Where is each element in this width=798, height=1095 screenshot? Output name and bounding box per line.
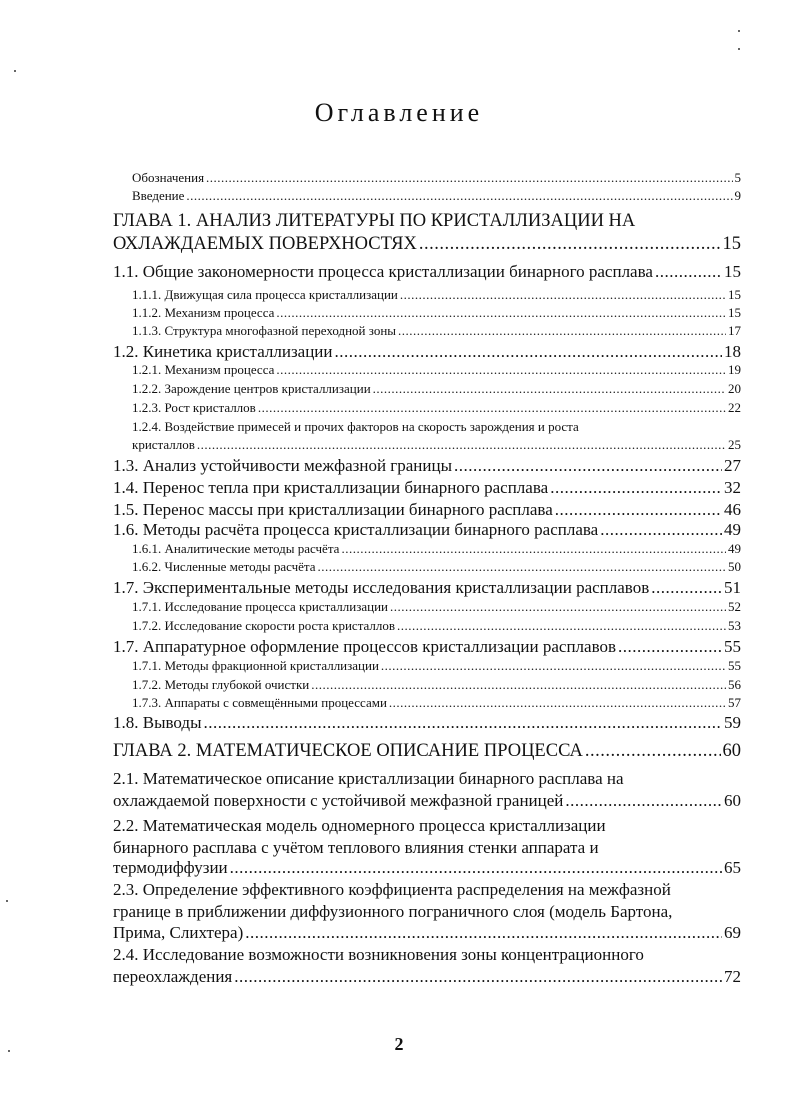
page-number: 2 <box>394 1034 404 1054</box>
entry-text: 1.2. Кинетика кристаллизации <box>113 342 333 361</box>
entry-text: 1.7.3. Аппараты с совмещёнными процессами <box>132 695 387 710</box>
entry-page: 55 <box>724 637 741 656</box>
entry-text-line: ГЛАВА 1. АНАЛИЗ ЛИТЕРАТУРЫ ПО КРИСТАЛЛИЗАЦИИ НА <box>113 211 636 231</box>
toc-entry[interactable] <box>132 693 741 713</box>
toc-entry[interactable] <box>113 713 741 733</box>
entry-text-line: границе в приближении диффузионного пограничного слоя (модель Бартона, <box>113 902 673 921</box>
entry-text: 1.5. Перенос массы при кристаллизации бинарного расплава <box>113 500 553 519</box>
toc-entry[interactable] <box>132 285 741 305</box>
dot-leader <box>390 597 726 617</box>
entry-text: 1.6.1. Аналитические методы расчёта <box>132 541 340 556</box>
toc-entry[interactable] <box>132 398 741 418</box>
entry-page: 53 <box>728 618 741 633</box>
scan-speck <box>738 48 740 50</box>
entry-text-line: бинарного расплава с учётом теплового влияния стенки аппарата и <box>113 838 599 857</box>
dot-leader <box>186 186 732 206</box>
entry-page: 5 <box>734 170 741 185</box>
entry-text: 1.7.1. Методы фракционной кристаллизации <box>132 658 379 673</box>
entry-text: 1.2.3. Рост кристаллов <box>132 400 256 415</box>
toc-entry[interactable] <box>113 262 741 282</box>
entry-page: 55 <box>728 658 741 673</box>
dot-leader <box>651 578 722 598</box>
entry-text: 1.8. Выводы <box>113 713 202 732</box>
dot-leader <box>550 478 722 498</box>
toc-entry[interactable] <box>113 858 741 878</box>
entry-page: 15 <box>728 305 741 320</box>
toc-entry[interactable] <box>132 675 741 695</box>
entry-text: 1.4. Перенос тепла при кристаллизации бинарного расплава <box>113 478 549 497</box>
toc-entry[interactable] <box>132 360 741 380</box>
toc-entry[interactable] <box>132 656 741 676</box>
entry-text: кристаллов <box>132 437 195 452</box>
entry-text: 1.1.3. Структура многофазной переходной зоны <box>132 323 397 338</box>
dot-leader <box>373 379 726 399</box>
entry-text: 1.7. Аппаратурное оформление процессов кристаллизации расплавов <box>113 637 617 656</box>
dot-leader <box>419 234 721 254</box>
dot-leader <box>341 539 726 559</box>
entry-page: 20 <box>728 381 741 396</box>
entry-page: 15 <box>728 287 741 302</box>
entry-text: термодиффузии <box>113 858 228 877</box>
dot-leader <box>618 637 722 657</box>
entry-page: 60 <box>724 791 741 810</box>
entry-text: 1.6. Методы расчёта процесса кристаллизации бинарного расплава <box>113 520 599 539</box>
toc-entry[interactable] <box>113 791 741 811</box>
entry-page: 22 <box>728 400 741 415</box>
entry-text: 1.2.2. Зарождение центров кристаллизации <box>132 381 371 396</box>
dot-leader <box>565 791 722 811</box>
entry-page: 49 <box>728 541 741 556</box>
entry-text: 1.7.1. Исследование процесса кристаллизации <box>132 599 389 614</box>
toc-entry[interactable] <box>113 342 741 362</box>
dot-leader <box>206 168 732 188</box>
entry-text: ГЛАВА 2. МАТЕМАТИЧЕСКОЕ ОПИСАНИЕ ПРОЦЕССА <box>113 741 583 761</box>
entry-page: 56 <box>728 677 741 692</box>
entry-text-line: 2.3. Определение эффективного коэффициента распределения на межфазной <box>113 880 671 899</box>
entry-page: 72 <box>724 967 741 986</box>
toc-entry[interactable] <box>113 456 741 476</box>
dot-leader <box>397 616 726 636</box>
entry-page: 59 <box>724 713 741 732</box>
toc-chapter[interactable] <box>113 741 741 761</box>
entry-page: 18 <box>724 342 741 361</box>
entry-text: 1.1.2. Механизм процесса <box>132 305 275 320</box>
entry-text: Введение <box>132 188 185 203</box>
toc-entry[interactable] <box>132 616 741 636</box>
toc-entry[interactable] <box>113 500 741 520</box>
entry-text: переохлаждения <box>113 967 233 986</box>
entry-page: 32 <box>724 478 741 497</box>
dot-leader <box>318 557 726 577</box>
entry-text: ОХЛАЖДАЕМЫХ ПОВЕРХНОСТЯХ <box>113 234 417 254</box>
entry-page: 49 <box>724 520 741 539</box>
toc-entry[interactable] <box>132 435 741 455</box>
dot-leader <box>389 693 726 713</box>
dot-leader <box>197 435 726 455</box>
entry-text: охлаждаемой поверхности с устойчивой межфазной границей <box>113 791 564 810</box>
entry-text: 1.3. Анализ устойчивости межфазной границы <box>113 456 453 475</box>
entry-page: 51 <box>724 578 741 597</box>
entry-text: 1.1. Общие закономерности процесса кристаллизации бинарного расплава <box>113 262 653 281</box>
scan-speck <box>8 1050 10 1052</box>
entry-page: 46 <box>724 500 741 519</box>
dot-leader <box>258 398 726 418</box>
entry-page: 50 <box>728 559 741 574</box>
toc-entry[interactable] <box>113 637 741 657</box>
toc-entry[interactable] <box>113 967 741 987</box>
toc-entry[interactable] <box>132 539 741 559</box>
toc-entry[interactable] <box>132 303 741 323</box>
dot-leader <box>204 713 722 733</box>
scan-speck <box>6 900 8 902</box>
entry-text: Прима, Слихтера) <box>113 923 244 942</box>
dot-leader <box>234 967 722 987</box>
entry-text: 1.2.1. Механизм процесса <box>132 362 275 377</box>
entry-text: 1.7. Экспериментальные методы исследования кристаллизации расплавов <box>113 578 650 597</box>
scan-speck <box>14 70 16 72</box>
dot-leader <box>311 675 726 695</box>
toc-entry[interactable] <box>132 168 741 188</box>
dot-leader <box>600 520 722 540</box>
dot-leader <box>335 342 722 362</box>
dot-leader <box>555 500 722 520</box>
entry-text: 1.7.2. Методы глубокой очистки <box>132 677 310 692</box>
dot-leader <box>245 923 722 943</box>
toc-entry[interactable] <box>132 379 741 399</box>
entry-page: 65 <box>724 858 741 877</box>
entry-page: 69 <box>724 923 741 942</box>
entry-text-line: 2.1. Математическое описание кристаллизации бинарного расплава на <box>113 769 624 788</box>
entry-page: 9 <box>734 188 741 203</box>
dot-leader <box>276 360 726 380</box>
dot-leader <box>276 303 726 323</box>
toc-entry[interactable] <box>132 186 741 206</box>
toc-entry[interactable] <box>113 478 741 498</box>
entry-page: 17 <box>728 323 741 338</box>
dot-leader <box>398 321 726 341</box>
toc-chapter[interactable] <box>113 234 741 254</box>
entry-page: 15 <box>724 262 741 281</box>
entry-text: Обозначения <box>132 170 205 185</box>
dot-leader <box>454 456 722 476</box>
entry-page: 15 <box>722 234 741 254</box>
scan-speck <box>738 30 740 32</box>
entry-page: 57 <box>728 695 741 710</box>
toc-entry[interactable] <box>132 557 741 577</box>
entry-page: 27 <box>724 456 741 475</box>
entry-text-line: 2.2. Математическая модель одномерного процесса кристаллизации <box>113 816 606 835</box>
page-title: Оглавление <box>314 98 484 127</box>
dot-leader <box>230 858 722 878</box>
dot-leader <box>400 285 726 305</box>
entry-text-line: 2.4. Исследование возможности возникновения зоны концентрационного <box>113 945 644 964</box>
toc-entry[interactable] <box>132 321 741 341</box>
dot-leader <box>655 262 722 282</box>
toc-entry[interactable] <box>132 597 741 617</box>
entry-text-line: 1.2.4. Воздействие примесей и прочих факторов на скорость зарождения и роста <box>132 419 579 434</box>
dot-leader <box>585 741 721 761</box>
entry-page: 19 <box>728 362 741 377</box>
dot-leader <box>381 656 726 676</box>
entry-text: 1.7.2. Исследование скорости роста кристаллов <box>132 618 396 633</box>
toc-entry[interactable] <box>113 923 741 943</box>
entry-page: 52 <box>728 599 741 614</box>
toc-entry[interactable] <box>113 520 741 540</box>
entry-text: 1.6.2. Численные методы расчёта <box>132 559 316 574</box>
entry-page: 60 <box>722 741 741 761</box>
toc-entry[interactable] <box>113 578 741 598</box>
entry-text: 1.1.1. Движущая сила процесса кристаллизации <box>132 287 398 302</box>
entry-page: 25 <box>728 437 741 452</box>
